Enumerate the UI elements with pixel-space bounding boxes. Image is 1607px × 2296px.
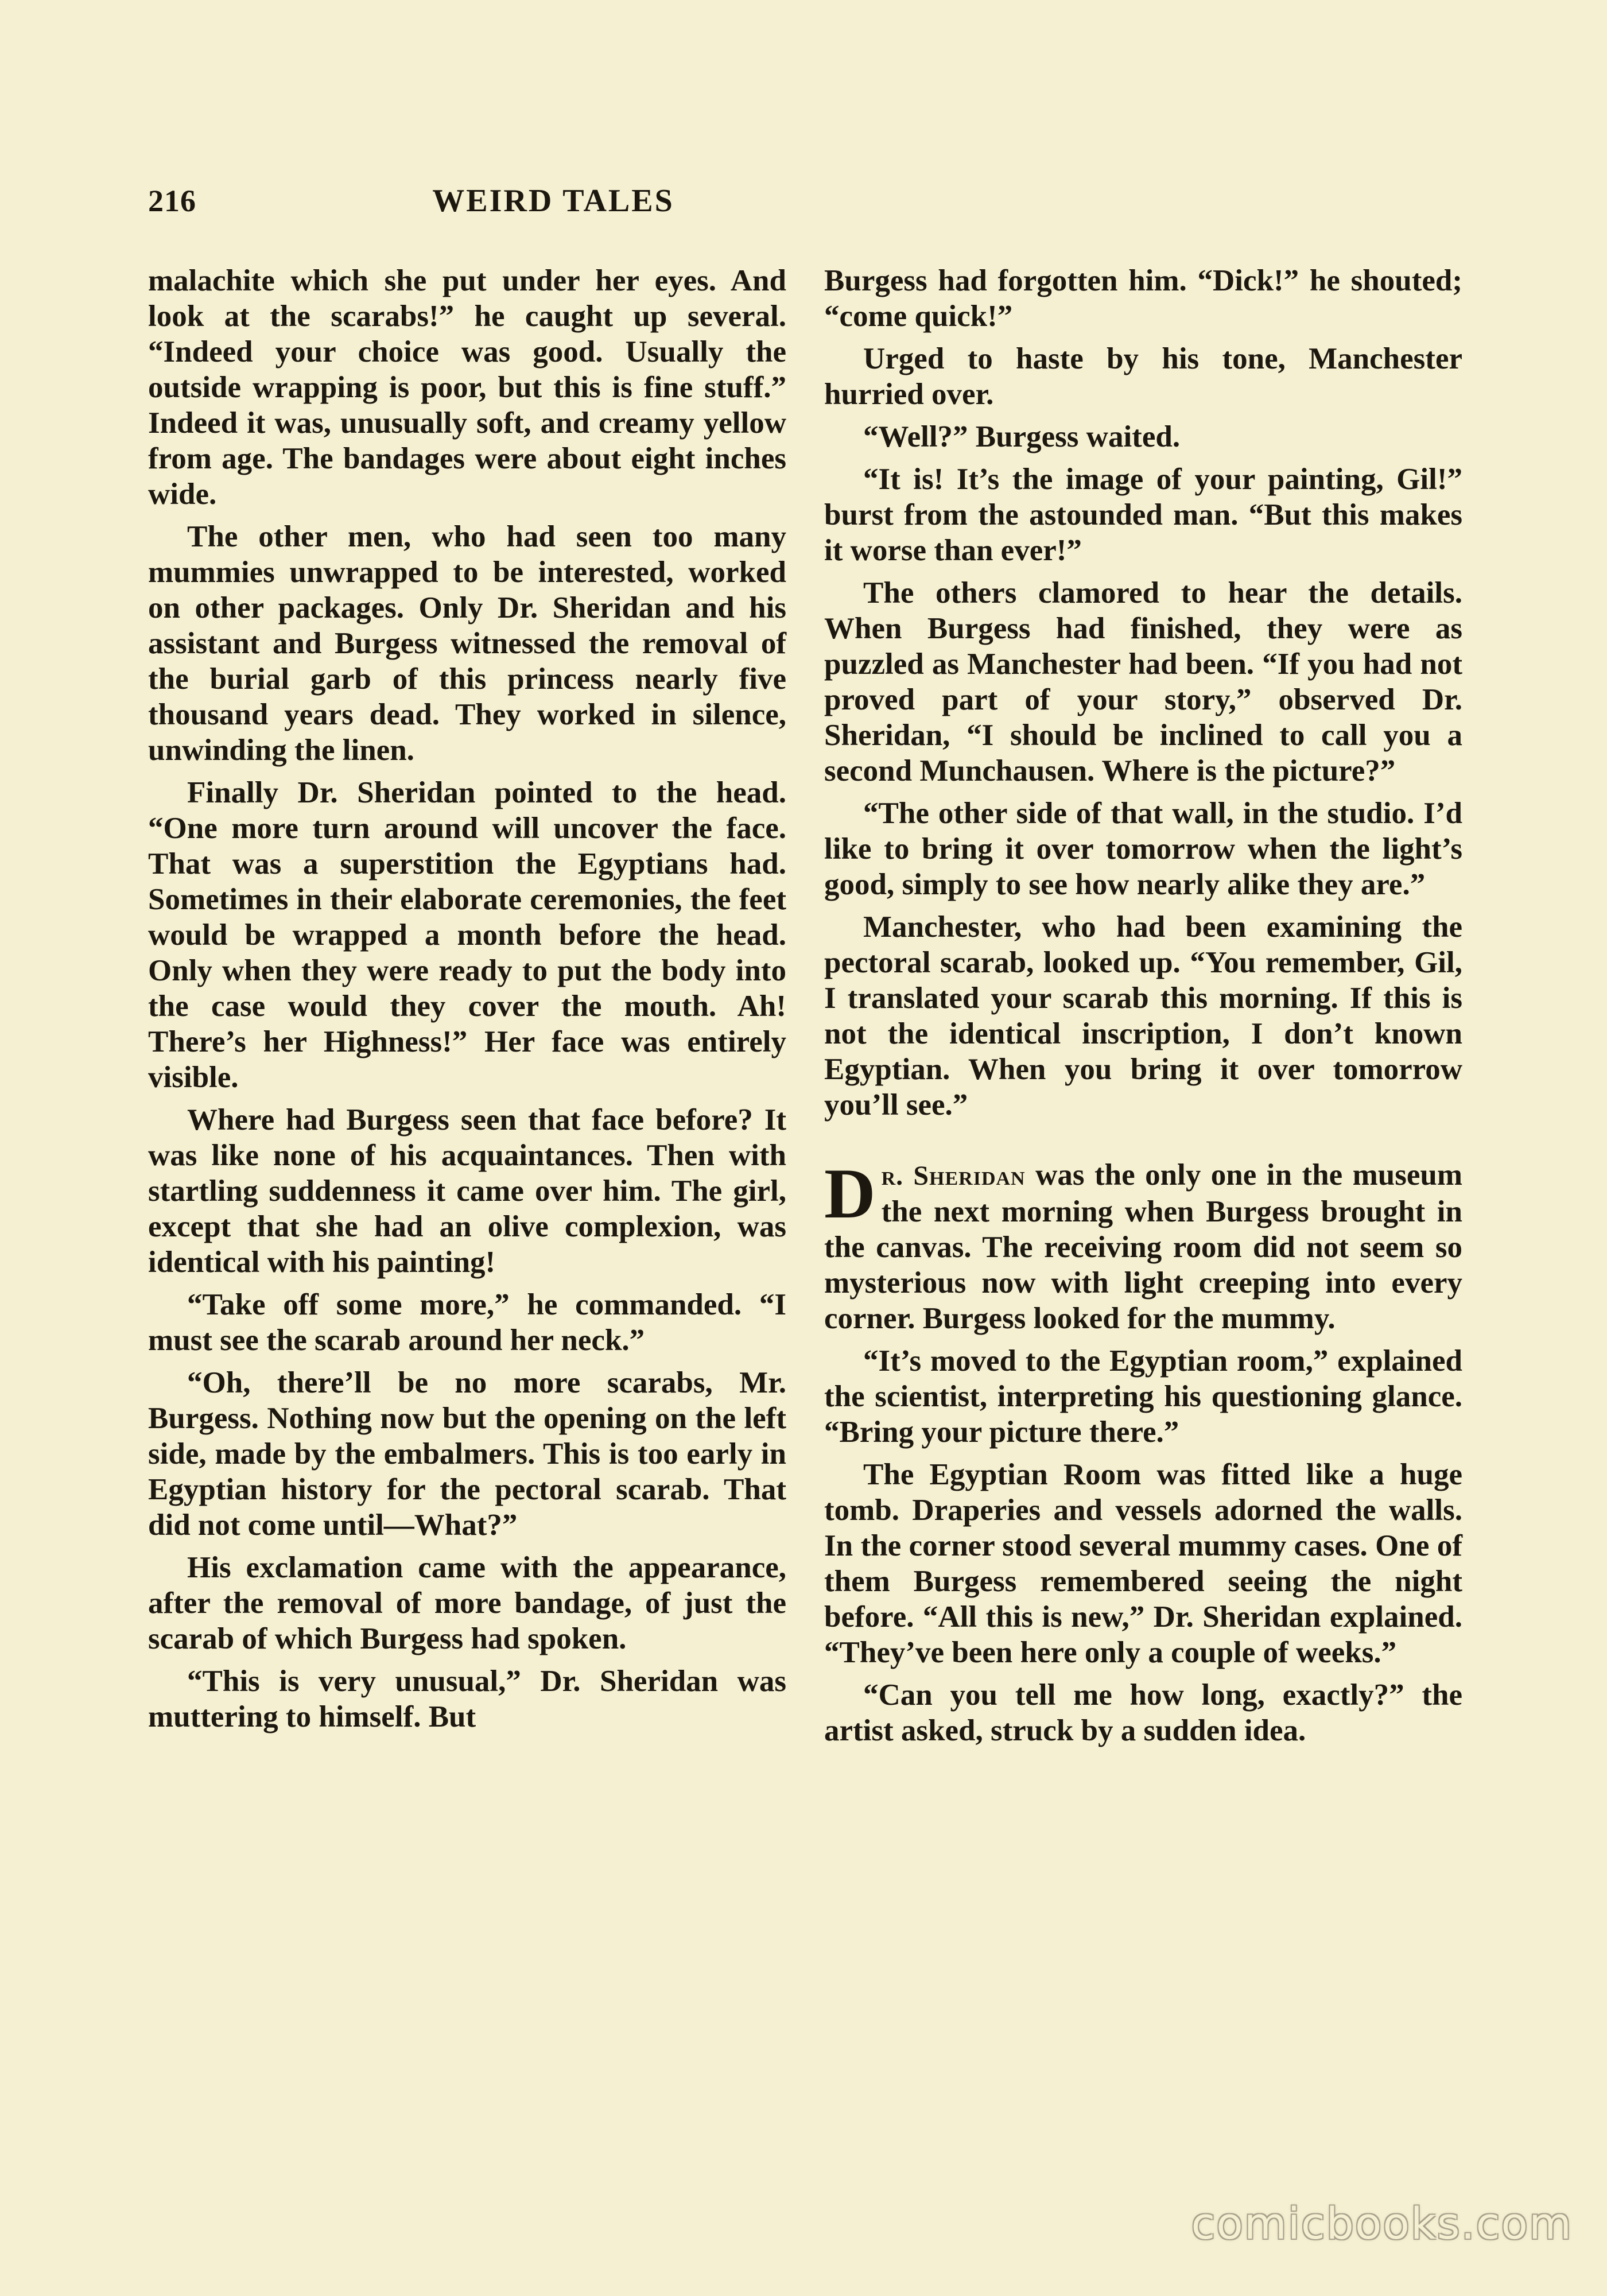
paragraph: Manchester, who had been examining the pectoral scarab, looked up. “You remember, Gil, I translated your scarab this morning. If this is not the identical inscription, I don’t known Egyptian. When you bring it over tomorrow you’ll see.” xyxy=(824,910,1462,1122)
paragraph: The Egyptian Room was fitted like a huge tomb. Draperies and vessels adorned the walls. In the corner stood several mummy cases. One of them Burgess remembered seeing the night before. “All this is new,” Dr. Sheridan explained. “They’ve been here only a couple of weeks.” xyxy=(824,1458,1462,1669)
small-caps-name: r. Sheridan xyxy=(881,1161,1026,1191)
page-header xyxy=(148,178,958,224)
paragraph-text: was the only one in the museum the next morning when Burgess brought in the canvas. The receiving room did not seem so mysterious now with light creeping into every corner. Burgess looked for the mummy. xyxy=(824,1158,1462,1335)
page-number: 216 xyxy=(148,184,196,218)
left-column xyxy=(148,263,786,1742)
paragraph: Where had Burgess seen that face before? It was like none of his acquaintances. Then with startling suddenness it came over him. The girl, except that she had an olive complexion, was identical with his painting! xyxy=(148,1103,786,1279)
paragraph: “The other side of that wall, in the studio. I’d like to bring it over tomorrow when the light’s good, simply to see how nearly alike they are.” xyxy=(824,797,1462,901)
paragraph: “It’s moved to the Egyptian room,” explained the scientist, interpreting his questioning glance. “Bring your picture there.” xyxy=(824,1344,1462,1449)
paragraph: His exclamation came with the appearance, after the removal of more bandage, of just the scarab of which Burgess had spoken. xyxy=(148,1551,786,1655)
paragraph: “This is very unusual,” Dr. Sheridan was muttering to himself. But xyxy=(148,1665,786,1733)
right-column xyxy=(824,263,1462,1755)
watermark-logo: comicbooks.com xyxy=(1191,2198,1573,2249)
paragraph: “Can you tell me how long, exactly?” the artist asked, struck by a sudden idea. xyxy=(824,1678,1462,1747)
paragraph: Finally Dr. Sheridan pointed to the head. “One more turn around will uncover the face. That was a superstition the Egyptians had. Sometimes in their elaborate ceremonies, the feet would be wrapped a month before the head. Only when they were ready to put the body into the case would they cover the mouth. Ah! There’s her Highness!” Her face was entirely visible. xyxy=(148,776,786,1094)
section-break xyxy=(824,1130,1462,1157)
running-title: WEIRD TALES xyxy=(432,183,674,219)
paragraph: “Take off some more,” he commanded. “I must see the scarab around her neck.” xyxy=(148,1288,786,1357)
paragraph: “Oh, there’ll be no more scarabs, Mr. Burgess. Nothing now but the opening on the left side, made by the embalmers. This is too early in Egyptian history for the pectoral scarab. That did not come until—What?” xyxy=(148,1366,786,1542)
paragraph: Burgess had forgotten him. “Dick!” he shouted; “come quick!” xyxy=(824,264,1462,333)
dropcap-paragraph xyxy=(824,1154,1462,1336)
paragraph: malachite which she put under her eyes. And look at the scarabs!” he caught up several. “Indeed your choice was good. Usually the outside wrapping is poor, but this is fine stuff.” Indeed it was, unusually soft, and creamy yellow from age. The bandages were about eight inches wide. xyxy=(148,264,786,511)
paragraph: “Well?” Burgess waited. xyxy=(863,420,1181,453)
paragraph: The others clamored to hear the details. When Burgess had finished, they were as puzzled as Manchester had been. “If you had not proved part of your story,” observed Dr. Sheridan, “I should be inclined to call you a second Munchausen. Where is the picture?” xyxy=(824,576,1462,788)
paragraph: Urged to haste by his tone, Manchester hurried over. xyxy=(824,342,1462,411)
paragraph: “It is! It’s the image of your painting, Gil!” burst from the astounded man. “But this makes it worse than ever!” xyxy=(824,463,1462,567)
paragraph: The other men, who had seen too many mummies unwrapped to be interested, worked on other packages. Only Dr. Sheridan and his assistant and Burgess witnessed the removal of the burial garb of this princess nearly five thousand years dead. They worked in silence, unwinding the linen. xyxy=(148,520,786,767)
drop-cap: D xyxy=(824,1154,876,1233)
